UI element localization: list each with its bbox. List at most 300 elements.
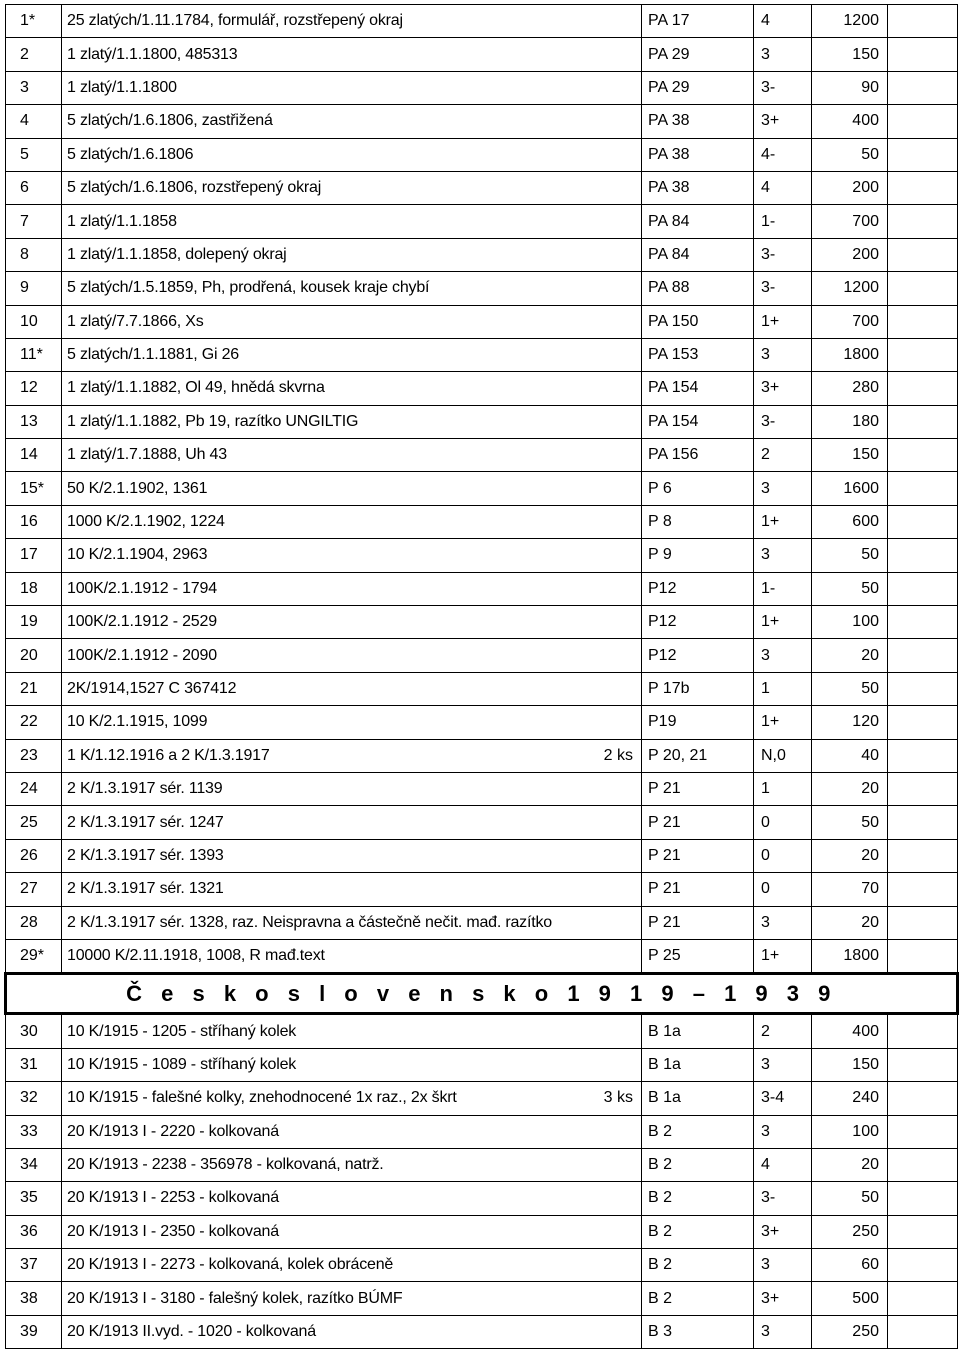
item-grade: 3 [754,639,812,672]
item-description: 100K/2.1.1912 - 1794 [62,572,590,605]
item-grade: 0 [754,873,812,906]
blank-cell [888,1148,958,1181]
blank-cell [888,1082,958,1115]
blank-cell [888,138,958,171]
item-grade: 1 [754,672,812,705]
item-description: 1 zlatý/1.1.1858 [62,205,590,238]
item-catalog-number: P 21 [642,839,754,872]
blank-cell [888,1014,958,1048]
table-row [6,1215,958,1248]
item-number: 30 [6,1014,62,1048]
item-description: 10 K/1915 - 1205 - stříhaný kolek [62,1014,590,1048]
table-row [6,5,958,38]
item-quantity [590,806,642,839]
item-number: 25 [6,806,62,839]
item-quantity [590,1315,642,1348]
item-catalog-number: PA 88 [642,272,754,305]
item-price: 1200 [812,272,888,305]
item-grade: 0 [754,806,812,839]
item-number: 9 [6,272,62,305]
item-number: 3 [6,71,62,104]
item-number: 35 [6,1182,62,1215]
item-description: 10 K/2.1.1915, 1099 [62,706,590,739]
item-quantity [590,372,642,405]
blank-cell [888,1115,958,1148]
blank-cell [888,706,958,739]
item-grade: 1+ [754,305,812,338]
item-description: 10000 K/2.11.1918, 1008, R mađ.text [62,939,590,973]
blank-cell [888,606,958,639]
item-price: 50 [812,806,888,839]
item-price: 500 [812,1282,888,1315]
item-catalog-number: B 2 [642,1182,754,1215]
table-row [6,238,958,271]
item-number: 21 [6,672,62,705]
item-description: 5 zlatých/1.1.1881, Gi 26 [62,338,590,371]
table-row [6,839,958,872]
item-description: 50 K/2.1.1902, 1361 [62,472,590,505]
blank-cell [888,873,958,906]
item-description: 2 K/1.3.1917 sér. 1393 [62,839,590,872]
item-price: 1600 [812,472,888,505]
item-description: 2K/1914,1527 C 367412 [62,672,590,705]
item-quantity [590,38,642,71]
catalog-body [6,5,958,1349]
item-grade: 1 [754,772,812,805]
item-description: 20 K/1913 I - 2220 - kolkovaná [62,1115,590,1148]
blank-cell [888,839,958,872]
item-quantity [590,1182,642,1215]
item-quantity [590,639,642,672]
item-catalog-number: B 1a [642,1082,754,1115]
blank-cell [888,639,958,672]
table-row [6,1048,958,1081]
item-grade: 3-4 [754,1082,812,1115]
item-catalog-number: B 1a [642,1014,754,1048]
item-catalog-number: B 1a [642,1048,754,1081]
item-number: 7 [6,205,62,238]
table-row [6,405,958,438]
item-number: 31 [6,1048,62,1081]
item-number: 2 [6,38,62,71]
blank-cell [888,906,958,939]
item-catalog-number: PA 153 [642,338,754,371]
blank-cell [888,1048,958,1081]
item-description: 1 zlatý/1.1.1882, Ol 49, hnědá skvrna [62,372,590,405]
table-row [6,1082,958,1115]
item-quantity [590,171,642,204]
item-grade: 3+ [754,1282,812,1315]
item-quantity [590,405,642,438]
item-catalog-number: PA 154 [642,372,754,405]
item-catalog-number: PA 154 [642,405,754,438]
item-grade: 4 [754,5,812,38]
section-title: Č e s k o s l o v e n s k o 1 9 1 9 – 1 9 3 9 [6,974,958,1014]
item-price: 280 [812,372,888,405]
item-price: 1800 [812,338,888,371]
item-catalog-number: PA 38 [642,105,754,138]
item-price: 180 [812,405,888,438]
item-grade: 3 [754,906,812,939]
item-price: 50 [812,572,888,605]
item-quantity [590,539,642,572]
item-description: 1 zlatý/1.1.1800 [62,71,590,104]
item-number: 22 [6,706,62,739]
item-price: 50 [812,539,888,572]
item-price: 90 [812,71,888,104]
item-catalog-number: P 8 [642,505,754,538]
item-grade: 3+ [754,105,812,138]
item-quantity [590,572,642,605]
item-grade: 3 [754,1048,812,1081]
item-grade: 4- [754,138,812,171]
item-description: 20 K/1913 II.vyd. - 1020 - kolkovaná [62,1315,590,1348]
item-number: 19 [6,606,62,639]
table-row [6,939,958,973]
item-description: 20 K/1913 I - 2273 - kolkovaná, kolek obráceně [62,1249,590,1282]
item-number: 20 [6,639,62,672]
item-grade: 3- [754,272,812,305]
table-row [6,906,958,939]
item-number: 24 [6,772,62,805]
item-grade: 3 [754,1115,812,1148]
blank-cell [888,372,958,405]
item-number: 5 [6,138,62,171]
item-grade: 2 [754,439,812,472]
table-row [6,372,958,405]
item-number: 16 [6,505,62,538]
item-price: 600 [812,505,888,538]
blank-cell [888,1249,958,1282]
item-quantity [590,772,642,805]
item-catalog-number: P 9 [642,539,754,572]
table-row [6,1249,958,1282]
item-quantity [590,606,642,639]
item-price: 240 [812,1082,888,1115]
item-price: 250 [812,1315,888,1348]
blank-cell [888,38,958,71]
item-catalog-number: B 2 [642,1148,754,1181]
item-grade: 1+ [754,706,812,739]
item-price: 50 [812,1182,888,1215]
item-grade: 2 [754,1014,812,1048]
item-quantity [590,706,642,739]
blank-cell [888,1315,958,1348]
blank-cell [888,572,958,605]
blank-cell [888,939,958,973]
item-number: 10 [6,305,62,338]
table-row [6,806,958,839]
item-grade: 3- [754,238,812,271]
table-row [6,105,958,138]
table-row [6,1182,958,1215]
item-number: 26 [6,839,62,872]
item-catalog-number: PA 84 [642,238,754,271]
section-header-row [6,974,958,1014]
item-grade: 4 [754,1148,812,1181]
blank-cell [888,806,958,839]
table-row [6,672,958,705]
item-description: 2 K/1.3.1917 sér. 1247 [62,806,590,839]
table-row [6,205,958,238]
item-price: 120 [812,706,888,739]
blank-cell [888,772,958,805]
blank-cell [888,171,958,204]
item-number: 11* [6,338,62,371]
item-number: 28 [6,906,62,939]
item-grade: 1+ [754,939,812,973]
item-quantity [590,238,642,271]
item-price: 700 [812,205,888,238]
blank-cell [888,338,958,371]
item-catalog-number: PA 29 [642,71,754,104]
item-grade: 4 [754,171,812,204]
item-number: 39 [6,1315,62,1348]
item-catalog-number: P 6 [642,472,754,505]
table-row [6,572,958,605]
item-grade: 3 [754,1315,812,1348]
item-description: 5 zlatých/1.6.1806, rozstřepený okraj [62,171,590,204]
item-quantity [590,672,642,705]
catalog-table [4,4,959,1349]
blank-cell [888,238,958,271]
table-row [6,71,958,104]
item-price: 50 [812,138,888,171]
item-description: 1 zlatý/1.1.1800, 485313 [62,38,590,71]
blank-cell [888,1282,958,1315]
item-grade: 3- [754,71,812,104]
item-number: 6 [6,171,62,204]
item-price: 20 [812,639,888,672]
item-description: 2 K/1.3.1917 sér. 1328, raz. Neispravna a částečně nečit. mađ. razítko [62,906,590,939]
item-description: 1 zlatý/1.1.1882, Pb 19, razítko UNGILTIG [62,405,590,438]
item-grade: 3- [754,405,812,438]
table-row [6,472,958,505]
table-row [6,1282,958,1315]
blank-cell [888,505,958,538]
blank-cell [888,739,958,772]
item-grade: 3+ [754,1215,812,1248]
item-price: 60 [812,1249,888,1282]
item-catalog-number: PA 156 [642,439,754,472]
item-quantity [590,1048,642,1081]
item-number: 14 [6,439,62,472]
table-row [6,706,958,739]
table-row [6,305,958,338]
item-quantity [590,338,642,371]
item-grade: 1- [754,572,812,605]
item-quantity: 3 ks [590,1082,642,1115]
item-description: 25 zlatých/1.11.1784, formulář, rozstřepený okraj [62,5,590,38]
item-number: 8 [6,238,62,271]
item-catalog-number: P 21 [642,873,754,906]
item-description: 2 K/1.3.1917 sér. 1321 [62,873,590,906]
item-price: 100 [812,1115,888,1148]
item-catalog-number: P 17b [642,672,754,705]
item-quantity [590,439,642,472]
item-price: 200 [812,238,888,271]
item-price: 400 [812,105,888,138]
item-catalog-number: PA 150 [642,305,754,338]
item-catalog-number: P19 [642,706,754,739]
item-catalog-number: P12 [642,639,754,672]
blank-cell [888,5,958,38]
blank-cell [888,472,958,505]
item-price: 200 [812,171,888,204]
item-number: 18 [6,572,62,605]
item-quantity [590,1115,642,1148]
table-row [6,1014,958,1048]
table-row [6,439,958,472]
item-price: 20 [812,772,888,805]
item-quantity [590,939,642,973]
item-description: 2 K/1.3.1917 sér. 1139 [62,772,590,805]
item-catalog-number: P12 [642,572,754,605]
item-grade: 3+ [754,372,812,405]
item-catalog-number: PA 38 [642,171,754,204]
item-number: 33 [6,1115,62,1148]
item-quantity [590,839,642,872]
table-row [6,873,958,906]
item-price: 70 [812,873,888,906]
item-catalog-number: P 25 [642,939,754,973]
item-quantity [590,5,642,38]
item-description: 1 zlatý/1.1.1858, dolepený okraj [62,238,590,271]
blank-cell [888,672,958,705]
blank-cell [888,405,958,438]
item-price: 150 [812,1048,888,1081]
blank-cell [888,1215,958,1248]
item-catalog-number: B 2 [642,1249,754,1282]
item-catalog-number: B 2 [642,1215,754,1248]
item-number: 27 [6,873,62,906]
item-price: 400 [812,1014,888,1048]
item-catalog-number: P 20, 21 [642,739,754,772]
item-description: 10 K/1915 - 1089 - stříhaný kolek [62,1048,590,1081]
item-description: 20 K/1913 I - 3180 - falešný kolek, razítko BÚMF [62,1282,590,1315]
item-description: 1 zlatý/7.7.1866, Xs [62,305,590,338]
item-grade: 3- [754,1182,812,1215]
item-catalog-number: B 2 [642,1115,754,1148]
item-price: 150 [812,38,888,71]
item-grade: 3 [754,539,812,572]
item-quantity [590,1249,642,1282]
item-number: 34 [6,1148,62,1181]
item-quantity [590,71,642,104]
item-number: 4 [6,105,62,138]
item-description: 100K/2.1.1912 - 2529 [62,606,590,639]
item-description: 1000 K/2.1.1902, 1224 [62,505,590,538]
table-row [6,772,958,805]
item-catalog-number: P 21 [642,906,754,939]
item-quantity [590,105,642,138]
item-grade: 1+ [754,606,812,639]
blank-cell [888,305,958,338]
table-row [6,138,958,171]
table-row [6,606,958,639]
item-price: 40 [812,739,888,772]
item-price: 20 [812,906,888,939]
item-price: 1800 [812,939,888,973]
item-price: 250 [812,1215,888,1248]
item-quantity [590,1014,642,1048]
item-grade: 1+ [754,505,812,538]
item-price: 50 [812,672,888,705]
item-number: 1* [6,5,62,38]
item-number: 38 [6,1282,62,1315]
item-number: 23 [6,739,62,772]
blank-cell [888,205,958,238]
table-row [6,272,958,305]
blank-cell [888,439,958,472]
item-number: 17 [6,539,62,572]
item-number: 12 [6,372,62,405]
item-number: 13 [6,405,62,438]
item-number: 32 [6,1082,62,1115]
item-grade: N,0 [754,739,812,772]
blank-cell [888,71,958,104]
item-grade: 3 [754,1249,812,1282]
item-price: 700 [812,305,888,338]
item-grade: 0 [754,839,812,872]
item-quantity [590,472,642,505]
item-price: 1200 [812,5,888,38]
item-description: 5 zlatých/1.6.1806, zastřižená [62,105,590,138]
item-quantity [590,505,642,538]
item-description: 20 K/1913 - 2238 - 356978 - kolkovaná, natrž. [62,1148,590,1181]
item-catalog-number: PA 84 [642,205,754,238]
item-quantity [590,906,642,939]
table-row [6,505,958,538]
item-description: 100K/2.1.1912 - 2090 [62,639,590,672]
item-catalog-number: P 21 [642,806,754,839]
item-grade: 3 [754,38,812,71]
item-price: 150 [812,439,888,472]
table-row [6,739,958,772]
item-price: 20 [812,1148,888,1181]
table-row [6,639,958,672]
table-row [6,1115,958,1148]
blank-cell [888,1182,958,1215]
item-number: 15* [6,472,62,505]
item-quantity [590,1148,642,1181]
table-row [6,38,958,71]
item-number: 36 [6,1215,62,1248]
item-quantity [590,205,642,238]
item-quantity [590,1215,642,1248]
table-row [6,1315,958,1348]
item-description: 1 zlatý/1.7.1888, Uh 43 [62,439,590,472]
item-description: 20 K/1913 I - 2350 - kolkovaná [62,1215,590,1248]
item-grade: 3 [754,338,812,371]
item-description: 20 K/1913 I - 2253 - kolkovaná [62,1182,590,1215]
item-description: 5 zlatých/1.6.1806 [62,138,590,171]
table-row [6,539,958,572]
item-quantity: 2 ks [590,739,642,772]
item-description: 10 K/1915 - falešné kolky, znehodnocené 1x raz., 2x škrt [62,1082,590,1115]
item-catalog-number: P12 [642,606,754,639]
item-quantity [590,305,642,338]
table-row [6,1148,958,1181]
item-quantity [590,272,642,305]
blank-cell [888,539,958,572]
item-number: 29* [6,939,62,973]
item-description: 5 zlatých/1.5.1859, Ph, prodřená, kousek kraje chybí [62,272,590,305]
item-catalog-number: PA 17 [642,5,754,38]
item-quantity [590,138,642,171]
item-quantity [590,873,642,906]
item-price: 20 [812,839,888,872]
